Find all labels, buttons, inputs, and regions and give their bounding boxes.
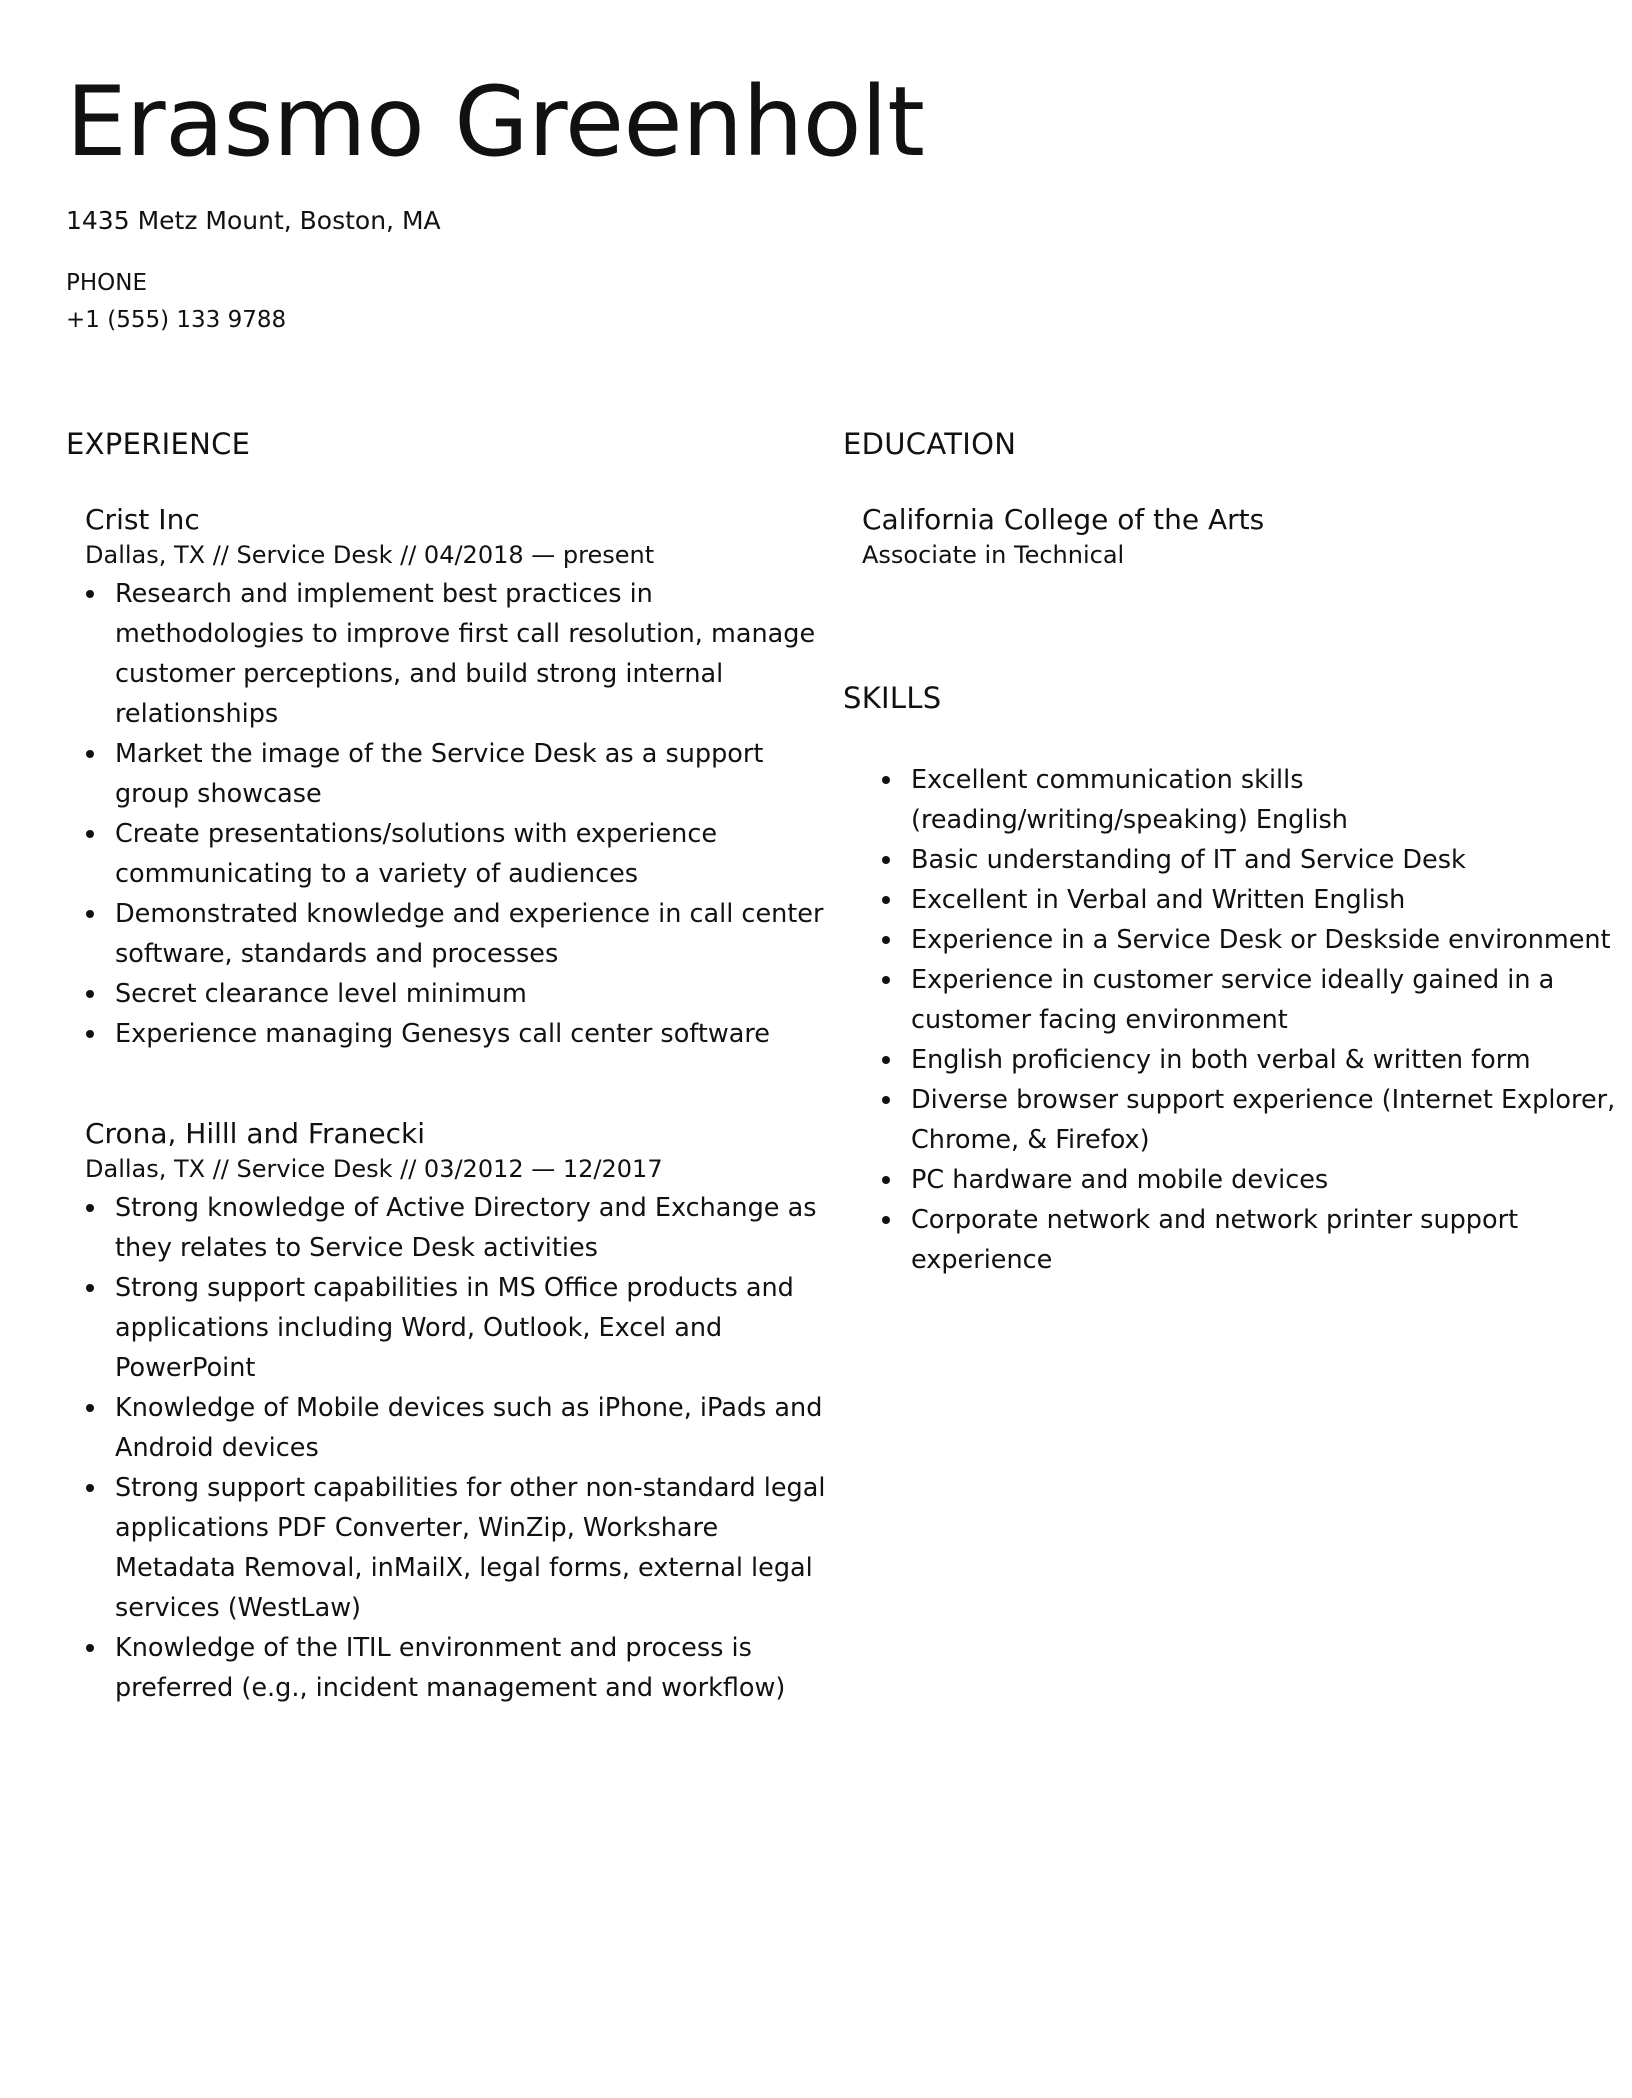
education-heading: EDUCATION <box>843 427 1017 461</box>
experience-entry <box>85 1116 826 1708</box>
experience-heading: EXPERIENCE <box>66 427 251 461</box>
list-item: Excellent communication skills (reading/writing/speaking) English <box>911 760 1631 840</box>
list-item: Experience managing Genesys call center software <box>115 1014 837 1054</box>
company-name: Crist Inc <box>85 503 200 536</box>
list-item: Corporate network and network printer support experience <box>911 1200 1631 1280</box>
job-bullet-list <box>66 1188 837 1708</box>
list-item: PC hardware and mobile devices <box>911 1160 1631 1200</box>
education-section <box>843 426 1563 572</box>
list-item: Diverse browser support experience (Internet Explorer, Chrome, & Firefox) <box>911 1080 1631 1160</box>
list-item: Research and implement best practices in methodologies to improve first call resolution, manage customer perceptions, and build strong internal relationships <box>115 574 837 734</box>
list-item: Market the image of the Service Desk as a support group showcase <box>115 734 837 814</box>
list-item: Excellent in Verbal and Written English <box>911 880 1631 920</box>
skills-section <box>843 680 1616 1280</box>
candidate-name: Erasmo Greenholt <box>66 66 925 178</box>
skills-list <box>862 760 1631 1280</box>
list-item: Knowledge of Mobile devices such as iPhone, iPads and Android devices <box>115 1388 837 1468</box>
list-item: Strong support capabilities for other non-standard legal applications PDF Converter, WinZip, Workshare Metadata Removal, inMailX, legal forms, external legal services (WestLaw) <box>115 1468 837 1628</box>
job-meta: Dallas, TX // Service Desk // 03/2012 — 12/2017 <box>85 1155 663 1183</box>
list-item: Demonstrated knowledge and experience in call center software, standards and processes <box>115 894 837 974</box>
list-item: Knowledge of the ITIL environment and process is preferred (e.g., incident management and workflow) <box>115 1628 837 1708</box>
job-bullet-list <box>66 574 837 1054</box>
job-meta: Dallas, TX // Service Desk // 04/2018 — present <box>85 541 655 569</box>
education-entry <box>862 502 1563 572</box>
list-item: Experience in customer service ideally gained in a customer facing environment <box>911 960 1631 1040</box>
degree: Associate in Technical <box>862 541 1125 569</box>
address: 1435 Metz Mount, Boston, MA <box>66 206 441 235</box>
skills-heading: SKILLS <box>843 681 942 715</box>
right-column <box>843 426 1616 1280</box>
list-item: Experience in a Service Desk or Deskside environment <box>911 920 1631 960</box>
company-name: Crona, Hilll and Franecki <box>85 1117 426 1150</box>
list-item: English proficiency in both verbal & written form <box>911 1040 1631 1080</box>
list-item: Strong support capabilities in MS Office products and applications including Word, Outlook, Excel and PowerPoint <box>115 1268 837 1388</box>
list-item: Strong knowledge of Active Directory and Exchange as they relates to Service Desk activities <box>115 1188 837 1268</box>
school-name: California College of the Arts <box>862 503 1265 536</box>
phone-number: +1 (555) 133 9788 <box>66 307 287 333</box>
list-item: Secret clearance level minimum <box>115 974 837 1014</box>
list-item: Basic understanding of IT and Service Desk <box>911 840 1631 880</box>
experience-entry <box>85 502 824 1054</box>
phone-label: PHONE <box>66 270 148 296</box>
experience-section <box>66 426 826 1708</box>
list-item: Create presentations/solutions with experience communicating to a variety of audiences <box>115 814 837 894</box>
